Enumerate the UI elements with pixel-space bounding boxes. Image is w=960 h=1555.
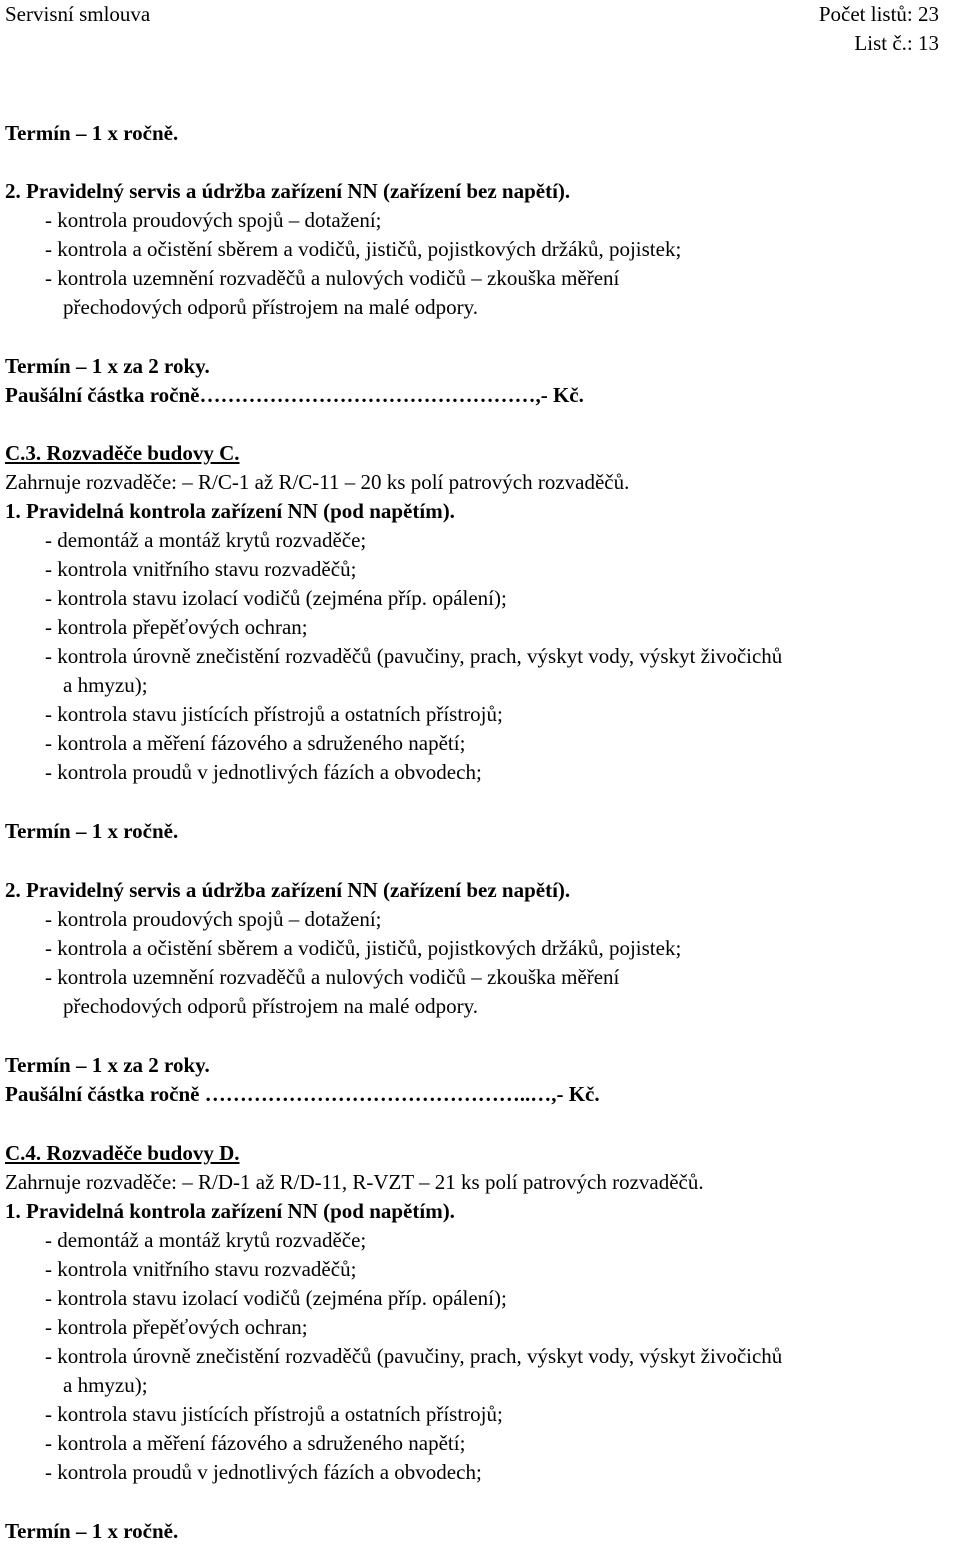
list-item: - demontáž a montáž krytů rozvaděče; xyxy=(45,528,367,552)
building-heading: C.4. Rozvaděče budovy D. xyxy=(5,1141,240,1165)
list-item: - kontrola uzemnění rozvaděčů a nulových vodičů – zkouška měření xyxy=(45,266,620,290)
section-heading: 1. Pravidelná kontrola zařízení NN (pod napětím). xyxy=(5,1199,455,1223)
list-item-continuation: přechodových odporů přístrojem na malé odpory. xyxy=(63,295,479,319)
section-heading: 1. Pravidelná kontrola zařízení NN (pod napětím). xyxy=(5,499,455,523)
flat-fee-line: Paušální částka ročně ………………………………………..…,- Kč. xyxy=(5,1082,600,1106)
list-item: - kontrola a očistění sběrem a vodičů, jističů, pojistkových držáků, pojistek; xyxy=(45,936,682,960)
list-item-continuation: a hmyzu); xyxy=(63,1373,148,1397)
term-line: Termín – 1 x ročně. xyxy=(5,121,179,145)
list-item: - kontrola a očistění sběrem a vodičů, jističů, pojistkových držáků, pojistek; xyxy=(45,237,682,261)
flat-fee-line: Paušální částka ročně…………………………………………,- Kč. xyxy=(5,383,584,407)
list-item: - kontrola stavu jistících přístrojů a ostatních přístrojů; xyxy=(45,1402,503,1426)
scope-line: Zahrnuje rozvaděče: – R/D-1 až R/D-11, R-VZT – 21 ks polí patrových rozvaděčů. xyxy=(5,1170,704,1194)
list-item-continuation: a hmyzu); xyxy=(63,673,148,697)
list-item: - kontrola proudových spojů – dotažení; xyxy=(45,208,382,232)
scope-line: Zahrnuje rozvaděče: – R/C-1 až R/C-11 – 20 ks polí patrových rozvaděčů. xyxy=(5,470,630,494)
term-line: Termín – 1 x za 2 roky. xyxy=(5,354,210,378)
page-count: Počet listů: 23 xyxy=(818,2,939,26)
list-item: - kontrola úrovně znečistění rozvaděčů (pavučiny, prach, výskyt vody, výskyt živočichů xyxy=(45,1344,783,1368)
list-item-continuation: přechodových odporů přístrojem na malé odpory. xyxy=(63,994,479,1018)
list-item: - demontáž a montáž krytů rozvaděče; xyxy=(45,1228,367,1252)
list-item: - kontrola proudů v jednotlivých fázích a obvodech; xyxy=(45,1460,482,1484)
list-item: - kontrola vnitřního stavu rozvaděčů; xyxy=(45,1257,357,1281)
list-item: - kontrola stavu izolací vodičů (zejména příp. opálení); xyxy=(45,586,507,610)
sheet-number: List č.: 13 xyxy=(854,31,939,55)
building-heading: C.3. Rozvaděče budovy C. xyxy=(5,441,240,465)
list-item: - kontrola přepěťových ochran; xyxy=(45,615,308,639)
list-item: - kontrola a měření fázového a sdruženého napětí; xyxy=(45,1431,466,1455)
term-line: Termín – 1 x ročně. xyxy=(5,819,179,843)
term-line: Termín – 1 x ročně. xyxy=(5,1519,179,1543)
list-item: - kontrola úrovně znečistění rozvaděčů (pavučiny, prach, výskyt vody, výskyt živočichů xyxy=(45,644,783,668)
list-item: - kontrola vnitřního stavu rozvaděčů; xyxy=(45,557,357,581)
term-line: Termín – 1 x za 2 roky. xyxy=(5,1053,210,1077)
list-item: - kontrola proudů v jednotlivých fázích a obvodech; xyxy=(45,760,482,784)
list-item: - kontrola a měření fázového a sdruženého napětí; xyxy=(45,731,466,755)
list-item: - kontrola proudových spojů – dotažení; xyxy=(45,907,382,931)
document-title: Servisní smlouva xyxy=(5,2,151,26)
list-item: - kontrola stavu izolací vodičů (zejména příp. opálení); xyxy=(45,1286,507,1310)
list-item: - kontrola přepěťových ochran; xyxy=(45,1315,308,1339)
section-heading: 2. Pravidelný servis a údržba zařízení NN (zařízení bez napětí). xyxy=(5,179,571,203)
list-item: - kontrola stavu jistících přístrojů a ostatních přístrojů; xyxy=(45,702,503,726)
section-heading: 2. Pravidelný servis a údržba zařízení NN (zařízení bez napětí). xyxy=(5,878,571,902)
list-item: - kontrola uzemnění rozvaděčů a nulových vodičů – zkouška měření xyxy=(45,965,620,989)
